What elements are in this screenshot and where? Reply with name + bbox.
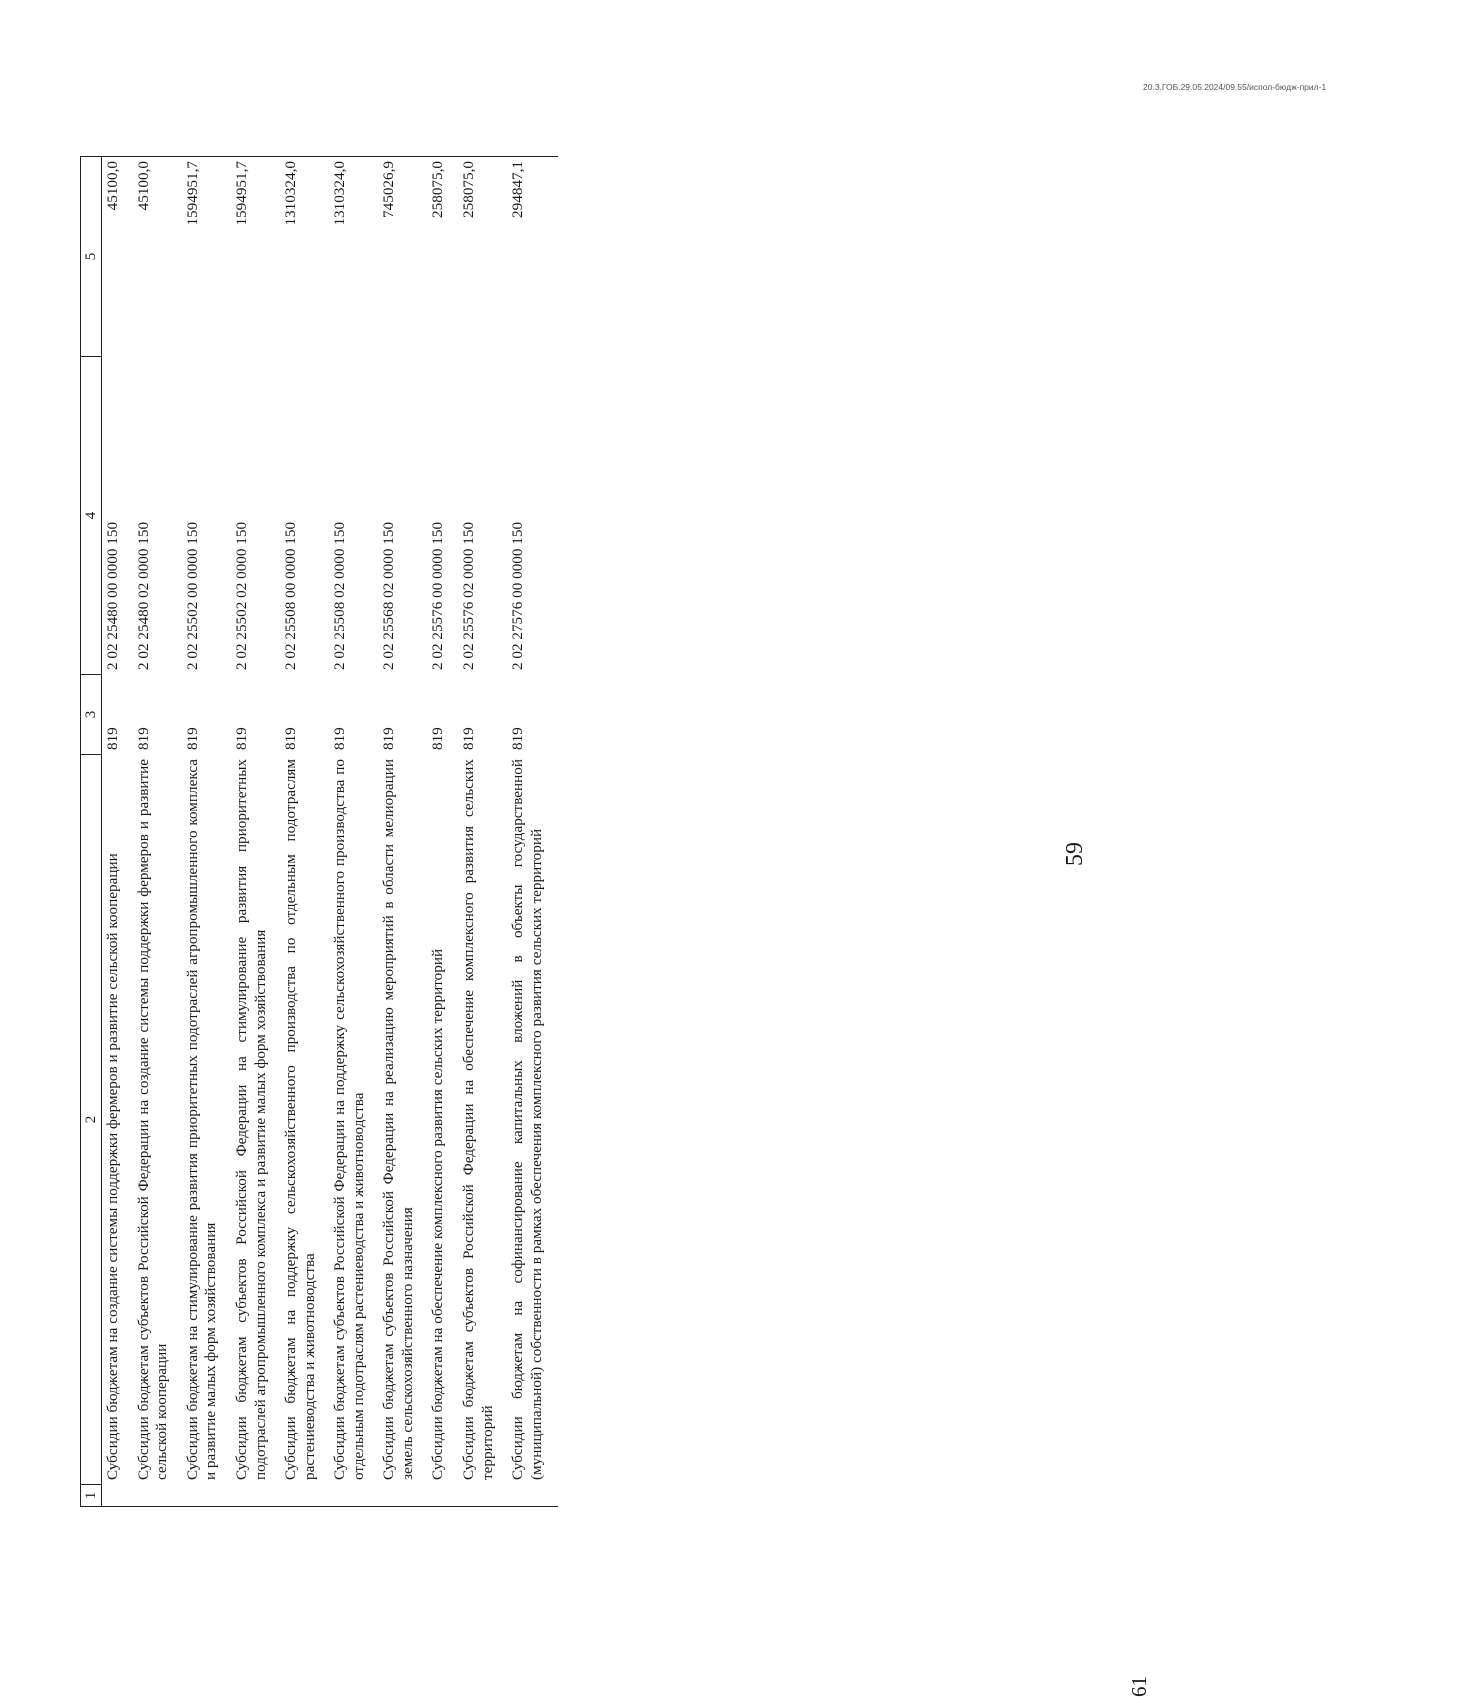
row-amount: 1594951,7	[184, 157, 233, 357]
row-budget-code: 2 02 25502 00 0000 150	[183, 521, 201, 670]
header-cell-3: 3	[81, 675, 102, 755]
table-row	[380, 157, 429, 1507]
row-budget-code: 2 02 25576 02 0000 150	[459, 521, 477, 670]
row-col1	[460, 1485, 509, 1507]
row-budget-code: 2 02 25480 02 0000 150	[134, 521, 152, 670]
row-budget-code: 2 02 25508 02 0000 150	[331, 521, 349, 670]
row-amount: 1594951,7	[233, 157, 282, 357]
table-row	[282, 157, 331, 1507]
row-budget-code: 2 02 27576 00 0000 150	[509, 521, 527, 670]
row-budget-code: 2 02 25502 02 0000 150	[233, 521, 251, 670]
row-admin-code: 819	[509, 727, 527, 750]
table-row	[135, 157, 184, 1507]
row-col1	[380, 1485, 429, 1507]
row-col1	[282, 1485, 331, 1507]
row-admin-code: 819	[104, 727, 122, 750]
row-admin-code: 819	[429, 727, 447, 750]
row-amount: 745026,9	[380, 157, 429, 357]
row-amount: 1310324,0	[331, 157, 380, 357]
row-col1	[102, 1485, 135, 1507]
row-budget-code: 2 02 25576 00 0000 150	[429, 521, 447, 670]
row-budget-code: 2 02 25508 00 0000 150	[282, 521, 300, 670]
row-admin-code: 819	[233, 727, 251, 750]
row-admin-code: 819	[183, 727, 201, 750]
table-row	[184, 157, 233, 1507]
row-budget-code: 2 02 25568 02 0000 150	[380, 521, 398, 670]
table-row	[233, 157, 282, 1507]
row-admin-code: 819	[459, 727, 477, 750]
row-col1	[331, 1485, 380, 1507]
table-row	[509, 157, 558, 1507]
row-amount: 45100,0	[102, 157, 135, 357]
table-row	[102, 157, 135, 1507]
row-amount: 294847,1	[509, 157, 558, 357]
row-description: Субсидии бюджетам на стимулирование развития приоритетных подотраслей агропромышленного комплекса и развитие малых форм хозяйствования	[183, 759, 220, 1480]
header-cell-1: 1	[81, 1485, 102, 1507]
row-col1	[429, 1485, 460, 1507]
row-description: Субсидии бюджетам субъектов Российской Федерации на создание системы поддержки фермеров и развитие сельской кооперации	[134, 759, 171, 1480]
header-cell-5: 5	[81, 157, 102, 357]
row-description: Субсидии бюджетам на обеспечение комплексного развития сельских территорий	[429, 948, 447, 1480]
table-body	[102, 157, 558, 1507]
header-row	[81, 157, 102, 1507]
row-col1	[509, 1485, 558, 1507]
row-description: Субсидии бюджетам на создание системы поддержки фермеров и развитие сельской кооперации	[104, 853, 122, 1480]
footer-code: 20.3.ГОБ.29.05.2024/09.55/испол-бюдж-прил-1	[1143, 82, 1327, 92]
row-col1	[184, 1485, 233, 1507]
row-amount: 45100,0	[135, 157, 184, 357]
row-description: Субсидии бюджетам на софинансирование капитальных вложений в объекты государственной (муниципальной) собственности в рамках обеспечения комплексного развития сельских территорий	[509, 759, 545, 1480]
row-description: Субсидии бюджетам на поддержку сельскохозяйственного производства по отдельным подотраслям растениеводства и животноводства	[282, 759, 318, 1480]
row-description: Субсидии бюджетам субъектов Российской Федерации на реализацию мероприятий в области мелиорации земель сельскохозяйственного назначения	[380, 759, 416, 1480]
sheet-number: 61	[1127, 1676, 1151, 1697]
page-number: 59	[1062, 842, 1088, 866]
row-description: Субсидии бюджетам субъектов Российской Федерации на стимулирование развития приоритетных подотраслей агропромышленного комплекса и развитие малых форм хозяйствования	[233, 759, 269, 1480]
row-description: Субсидии бюджетам субъектов Российской Федерации на обеспечение комплексного развития сельских территорий	[459, 759, 496, 1480]
table-row	[331, 157, 380, 1507]
budget-table	[80, 156, 558, 1507]
header-cell-2: 2	[81, 755, 102, 1485]
row-col1	[135, 1485, 184, 1507]
table-row	[460, 157, 509, 1507]
row-admin-code: 819	[134, 727, 152, 750]
row-col1	[233, 1485, 282, 1507]
table-row	[429, 157, 460, 1507]
row-description: Субсидии бюджетам субъектов Российской Федерации на поддержку сельскохозяйственного производства по отдельным подотраслям растениеводства и животноводства	[331, 759, 367, 1480]
row-amount: 258075,0	[429, 157, 460, 357]
row-admin-code: 819	[282, 727, 300, 750]
row-amount: 1310324,0	[282, 157, 331, 357]
header-cell-4: 4	[81, 357, 102, 675]
row-admin-code: 819	[380, 727, 398, 750]
row-budget-code: 2 02 25480 00 0000 150	[104, 521, 122, 670]
row-admin-code: 819	[331, 727, 349, 750]
row-amount: 258075,0	[460, 157, 509, 357]
